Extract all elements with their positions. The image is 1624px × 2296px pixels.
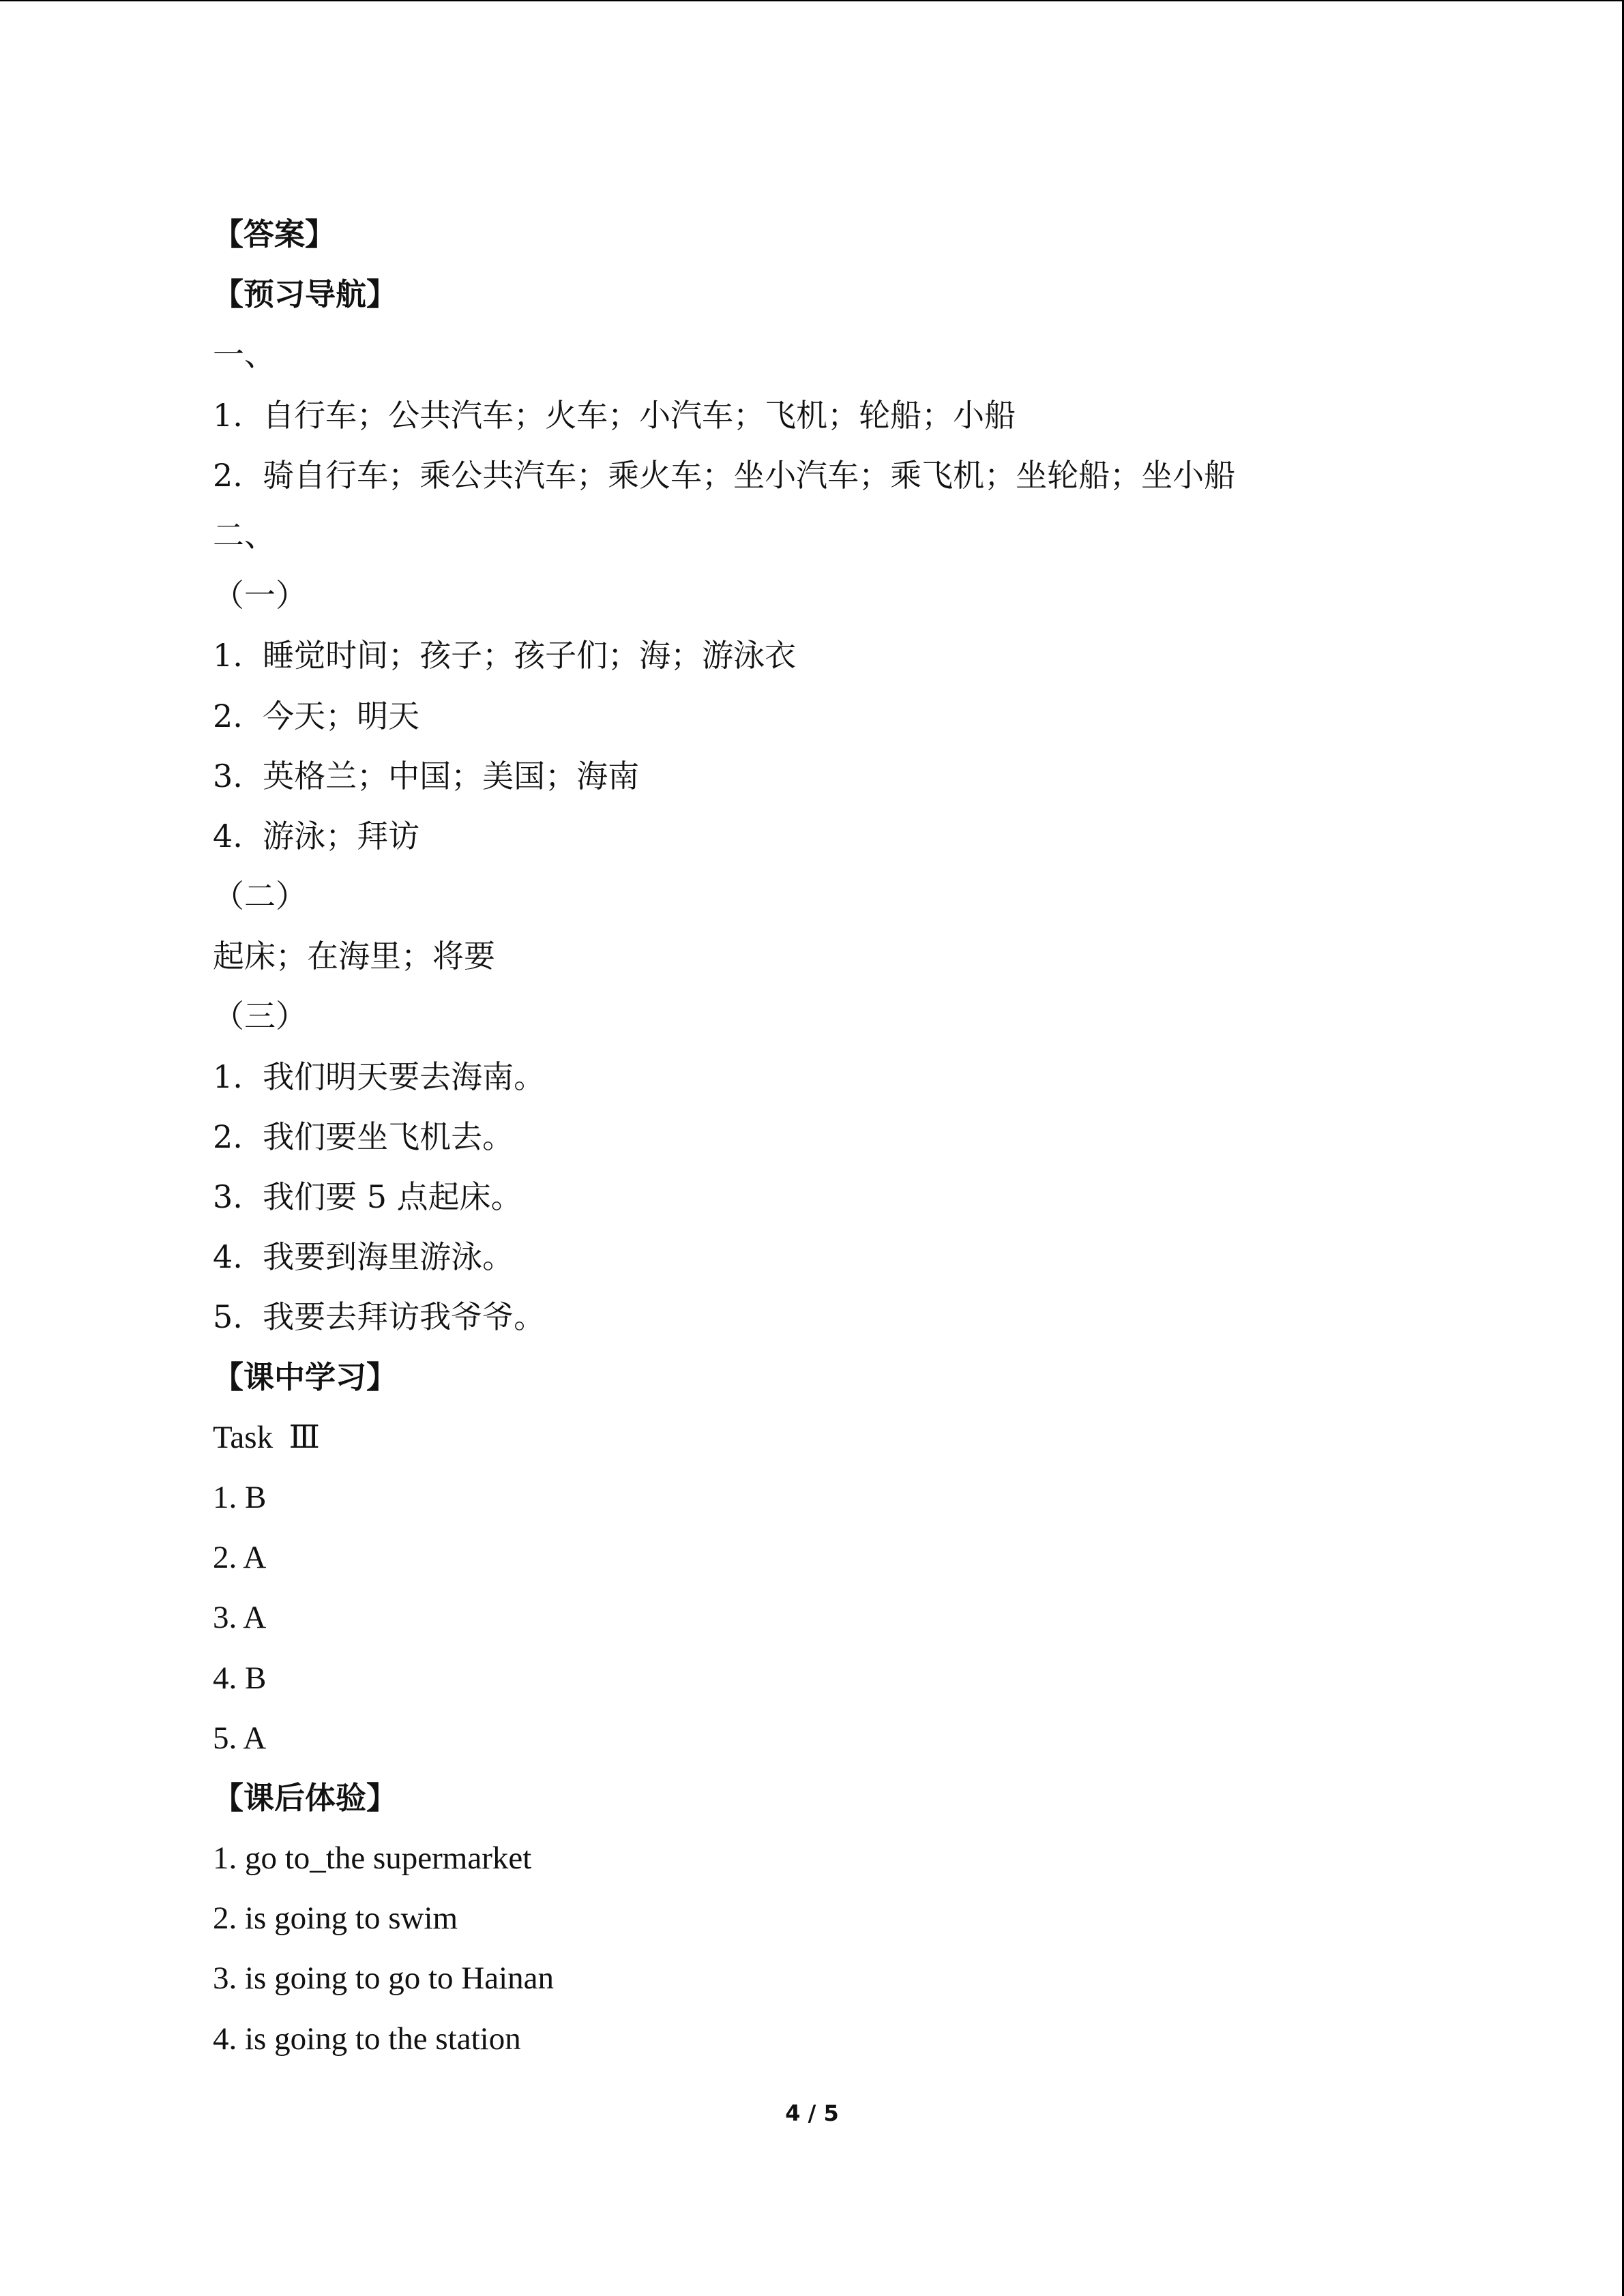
subsection-label: （三） bbox=[213, 998, 307, 1035]
answer-line: 2. is going to swim bbox=[213, 1900, 458, 1937]
section-two-label: 二、 bbox=[213, 516, 276, 554]
preview-section-heading: 【预习导航】 bbox=[213, 276, 398, 313]
answer-line: 3. 英格兰；中国；美国；海南 bbox=[213, 757, 640, 794]
answer-line: 4. 我要到海里游泳。 bbox=[213, 1238, 514, 1276]
answer-line: 5. 我要去拜访我爷爷。 bbox=[213, 1298, 546, 1336]
after-class-section-heading: 【课后体验】 bbox=[213, 1779, 398, 1816]
task-label: Task Ⅲ bbox=[213, 1419, 320, 1455]
section-one-label: 一、 bbox=[213, 336, 276, 374]
answer-line: 3. is going to go to Hainan bbox=[213, 1960, 554, 1997]
answer-line: 起床；在海里；将要 bbox=[213, 938, 495, 975]
answer-line: 4. B bbox=[213, 1660, 267, 1696]
answer-line: 1. B bbox=[213, 1479, 267, 1515]
page-top-border bbox=[0, 0, 1624, 1]
answer-line: 5. A bbox=[213, 1720, 267, 1756]
answer-line: 2. 骑自行车；乘公共汽车；乘火车；坐小汽车；乘飞机；坐轮船；坐小船 bbox=[213, 456, 1236, 494]
answer-heading: 【答案】 bbox=[213, 216, 336, 252]
answer-line: 4. 游泳；拜访 bbox=[213, 817, 420, 854]
answer-line: 1. 我们明天要去海南。 bbox=[213, 1058, 546, 1095]
answer-line: 2. A bbox=[213, 1540, 267, 1576]
answer-line: 3. A bbox=[213, 1600, 267, 1636]
answer-line: 4. is going to the station bbox=[213, 2021, 521, 2057]
in-class-section-heading: 【课中学习】 bbox=[213, 1358, 398, 1395]
answer-content bbox=[213, 205, 1441, 2069]
page-number: 4 / 5 bbox=[785, 2100, 839, 2126]
subsection-label: （二） bbox=[213, 878, 307, 915]
answer-line: 2. 今天；明天 bbox=[213, 697, 420, 734]
answer-line: 1. 自行车；公共汽车；火车；小汽车；飞机；轮船；小船 bbox=[213, 396, 1016, 434]
answer-line: 3. 我们要 5 点起床。 bbox=[213, 1178, 522, 1215]
answer-line: 1. go to_the supermarket bbox=[213, 1840, 532, 1877]
subsection-label: （一） bbox=[213, 577, 307, 614]
answer-line: 2. 我们要坐飞机去。 bbox=[213, 1118, 514, 1155]
answer-line: 1. 睡觉时间；孩子；孩子们；海；游泳衣 bbox=[213, 637, 797, 674]
